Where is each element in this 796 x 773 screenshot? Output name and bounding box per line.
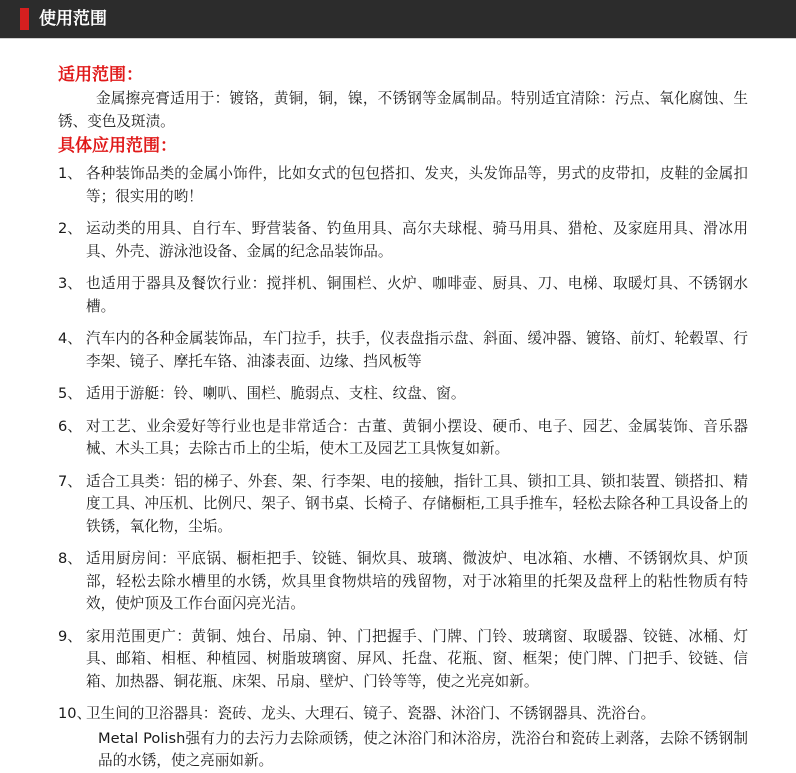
section-title: 使用范围 — [39, 9, 107, 29]
item-number: 10、 — [58, 705, 92, 722]
list-item — [58, 328, 748, 373]
item-text: 适用于游艇：铃、喇叭、围栏、脆弱点、支柱、纹盘、窗。 — [86, 385, 466, 402]
list-item — [58, 218, 748, 263]
list-item — [58, 471, 748, 539]
metal-polish-note: Metal Polish强有力的去污力去除顽锈，使之沐浴门和沐浴房，洗浴台和瓷砖上剥落，去除不锈钢制品的水锈，使之亮丽如新。 — [98, 729, 748, 769]
applications-list — [58, 163, 748, 773]
list-item — [58, 548, 748, 616]
item-text: 汽车内的各种金属装饰品，车门拉手，扶手，仪表盘指示盘、斜面、缓冲器、镀铬、前灯、轮毂罩、行李架、镜子、摩托车铬、油漆表面、边缘、挡风板等 — [86, 330, 748, 370]
item-text: 家用范围更广：黄铜、烛台、吊扇、钟、门把握手、门牌、门铃、玻璃窗、取暖器、铰链、冰桶、灯具、邮箱、相框、种植园、树脂玻璃窗、屏风、托盘、花瓶、窗、框架；使门牌、门把手、铰链、信箱、加热器、铜花瓶、床架、吊扇、壁炉、门铃等等，使之光亮如新。 — [86, 627, 748, 690]
item-number: 7、 — [58, 472, 82, 490]
description-content — [58, 64, 748, 773]
applications-heading: 具体应用范围： — [58, 136, 177, 156]
list-item — [58, 273, 748, 318]
item-text: 卫生间的卫浴器具：瓷砖、龙头、大理石、镜子、瓷器、沐浴门、不锈钢器具、洗浴台。 — [86, 705, 656, 722]
item-number: 6、 — [58, 417, 82, 435]
item-text: 对工艺、业余爱好等行业也是非常适合：古董、黄铜小摆设、硬币、电子、园艺、金属装饰、音乐器械、木头工具；去除古币上的尘垢，使木工及园艺工具恢复如新。 — [86, 417, 748, 457]
item-number: 4、 — [58, 330, 82, 347]
item-number: 2、 — [58, 220, 82, 237]
list-item — [58, 703, 748, 726]
item-number: 9、 — [58, 627, 82, 645]
item-number: 3、 — [58, 275, 82, 292]
item-number: 5、 — [58, 385, 82, 402]
list-item — [58, 163, 748, 208]
item-text: 适用厨房间：平底锅、橱柜把手、铰链、铜炊具、玻璃、微波炉、电冰箱、水槽、不锈钢炊具、炉顶部，轻松去除水槽里的水锈，炊具里食物烘培的残留物，对于冰箱里的托架及盘秤上的粘性物质有特效，使炉顶及工作台面闪亮光洁。 — [86, 550, 748, 612]
item-text: 也适用于器具及餐饮行业：搅拌机、铜围栏、火炉、咖啡壶、厨具、刀、电梯、取暖灯具、不锈钢水槽。 — [86, 275, 748, 315]
item-text: 运动类的用具、自行车、野营装备、钓鱼用具、高尔夫球棍、骑马用具、猎枪、及家庭用具、滑冰用具、外壳、游泳池设备、金属的纪念品装饰品。 — [86, 220, 748, 260]
header-accent-marker — [20, 8, 29, 30]
section-header-bar — [0, 0, 796, 39]
list-item — [58, 383, 748, 406]
item-text: 适合工具类：铝的梯子、外套、架、行李架、电的接触，指针工具、锁扣工具、锁扣装置、锁搭扣、精度工具、冲压机、比例尺、架子、钢书桌、长椅子、存储橱柜,工具手推车，轻松去除各种工具设备上的铁锈，氧化物，尘垢。 — [86, 472, 748, 535]
list-item — [58, 626, 748, 694]
item-number: 8、 — [58, 550, 82, 567]
item-number: 1、 — [58, 165, 82, 182]
list-item — [58, 416, 748, 461]
scope-heading: 适用范围： — [58, 65, 143, 85]
item-text: 各种装饰品类的金属小饰件，比如女式的包包搭扣、发夹，头发饰品等，男式的皮带扣，皮鞋的金属扣等；很实用的哟！ — [86, 165, 748, 205]
scope-text: 金属擦亮膏适用于：镀铬，黄铜，铜，镍，不锈钢等金属制品。特别适宜清除：污点、氧化腐蚀、生锈、变色及斑渍。 — [58, 90, 748, 130]
